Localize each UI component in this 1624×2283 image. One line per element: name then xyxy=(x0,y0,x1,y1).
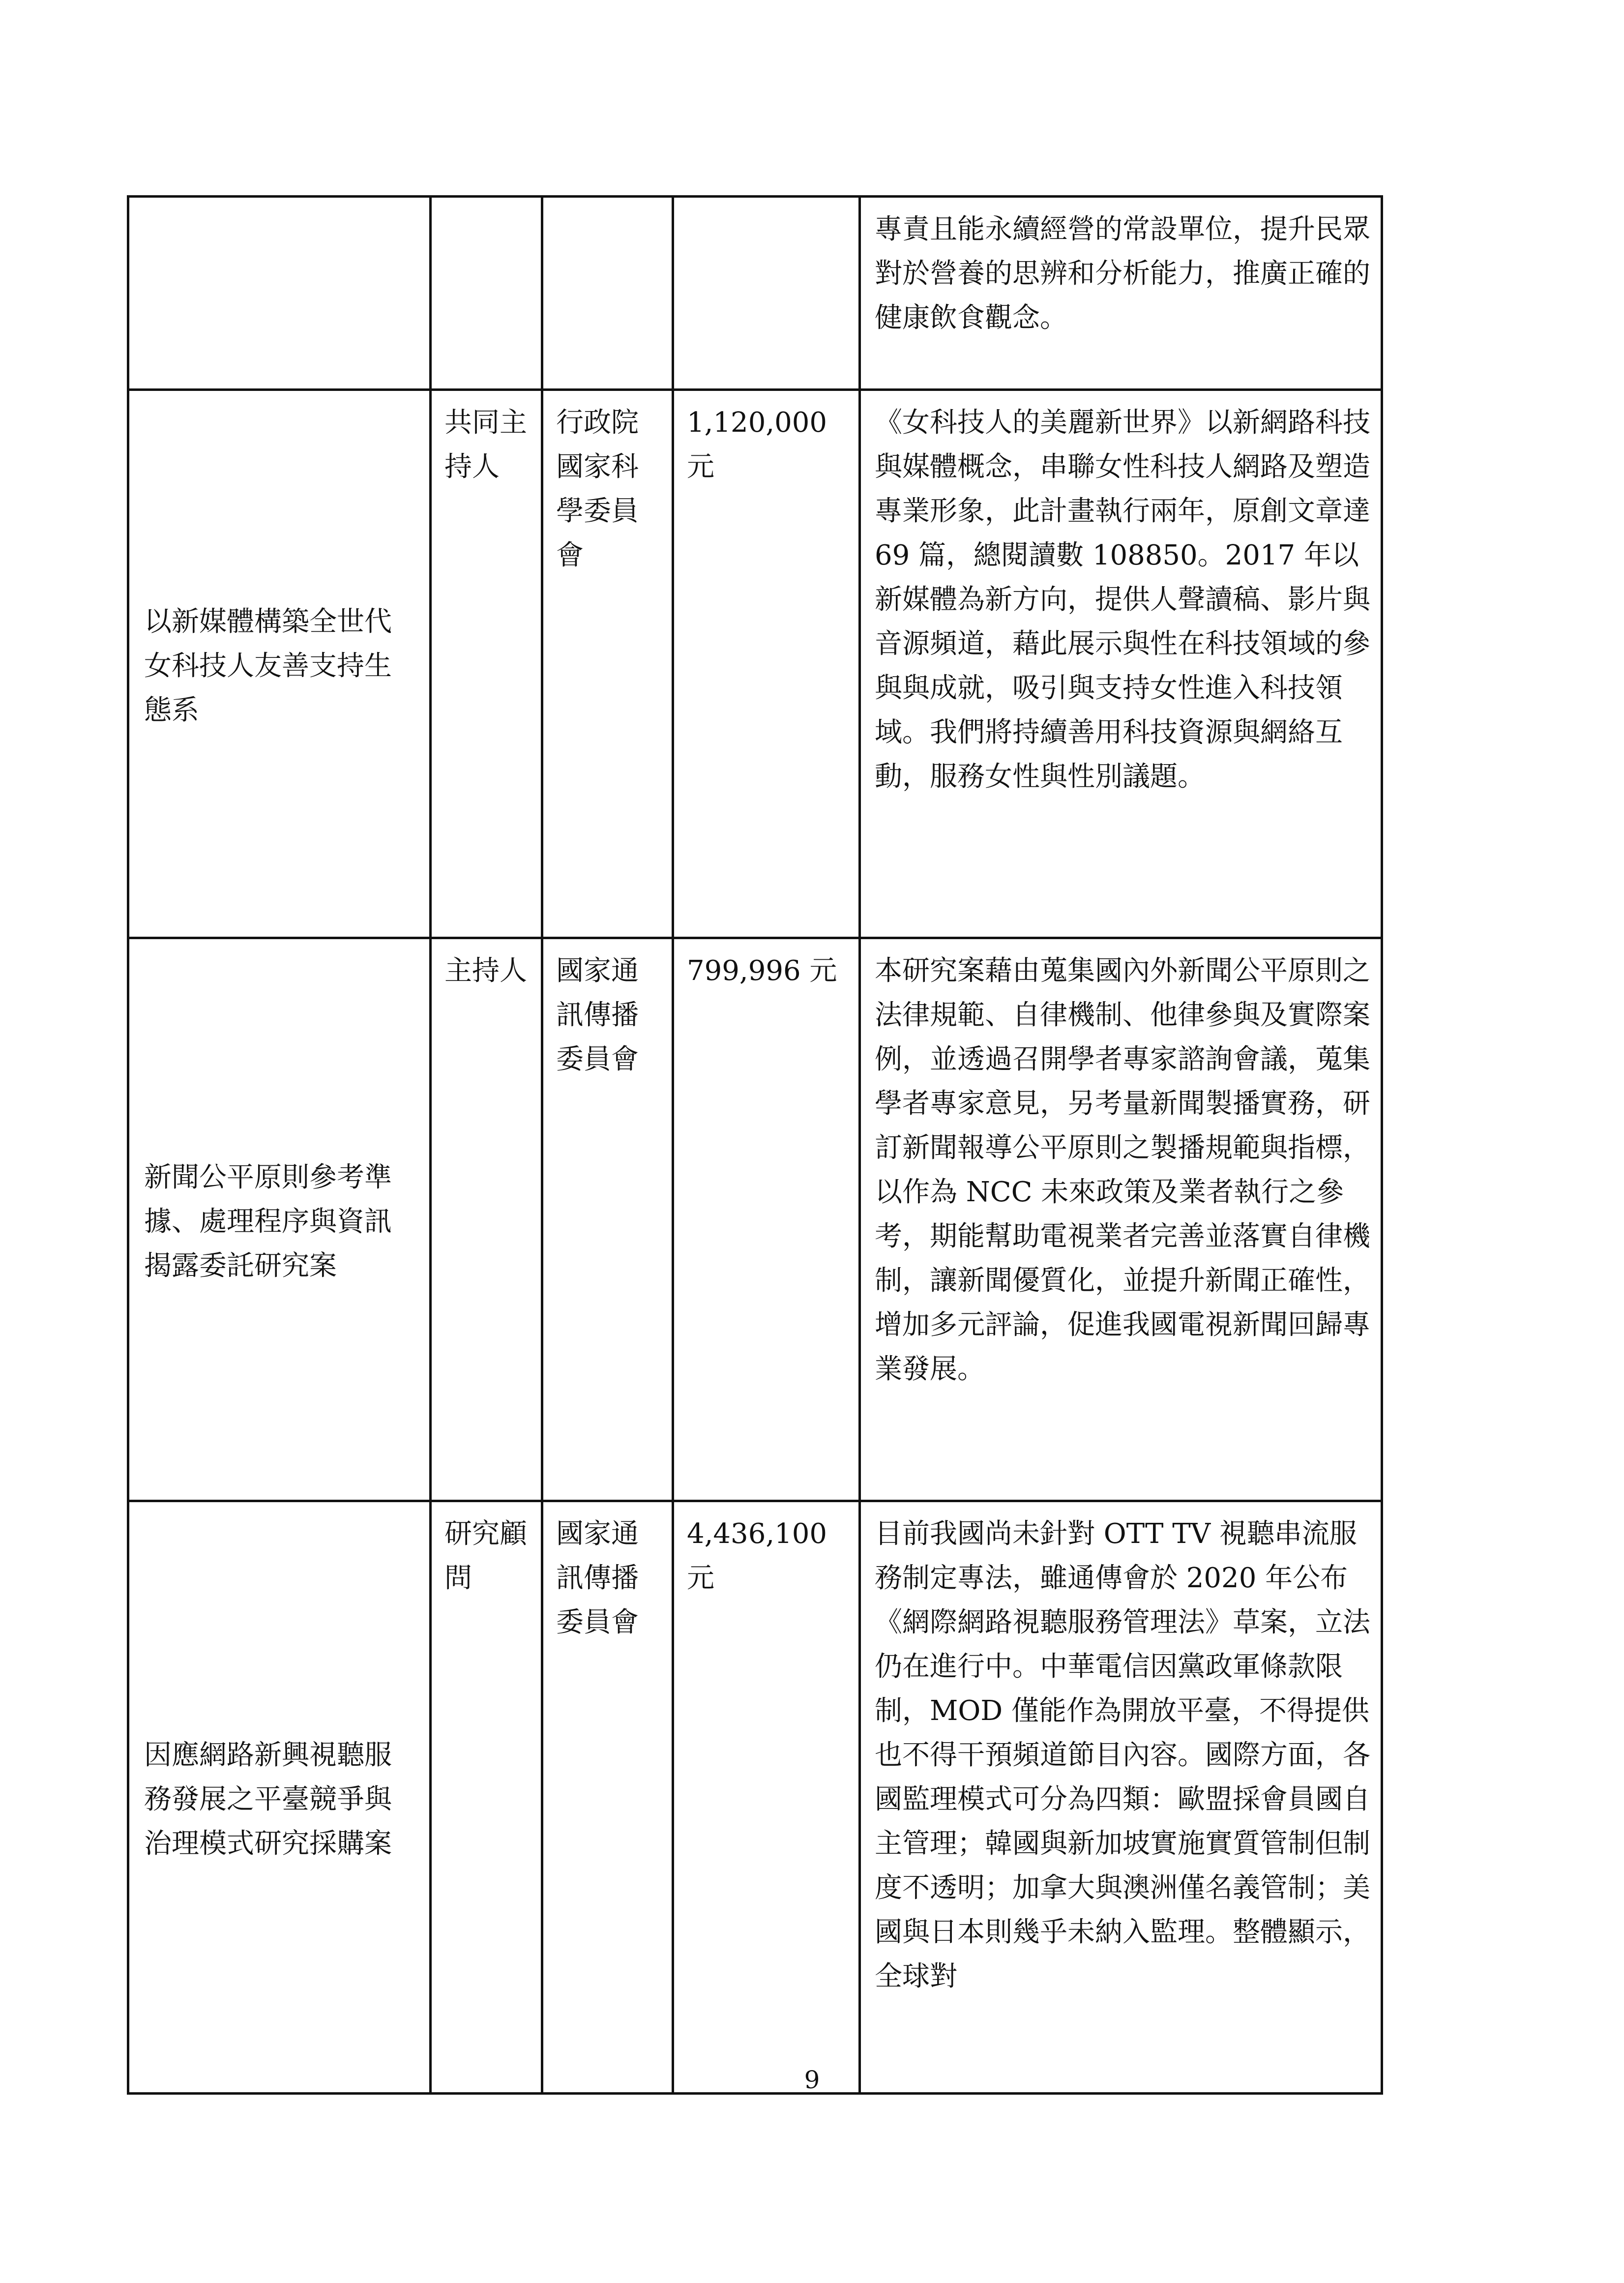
project-agency xyxy=(542,197,673,390)
project-description: 《女科技人的美麗新世界》以新網路科技與媒體概念，串聯女性科技人網路及塑造專業形象，此計畫執行兩年，原創文章達 69 篇，總閱讀數 108850。2017 年以新媒體為新方向，提供人聲讀稿、影片與音源頻道，藉此展示與性在科技領域的參與與成就，吸引與支持女性進入科技領域。我們將持續善用科技資源與網絡互動，服務女性與性別議題。 xyxy=(860,390,1382,938)
table-row xyxy=(128,390,1382,938)
projects-table xyxy=(127,195,1383,2095)
project-description: 專責且能永續經營的常設單位，提升民眾對於營養的思辨和分析能力，推廣正確的健康飲食觀念。 xyxy=(860,197,1382,390)
table-row xyxy=(128,197,1382,390)
project-role: 研究顧問 xyxy=(431,1501,542,2094)
project-amount: 799,996 元 xyxy=(673,938,860,1501)
project-agency: 行政院國家科學委員會 xyxy=(542,390,673,938)
project-agency: 國家通訊傳播委員會 xyxy=(542,938,673,1501)
research-projects-table xyxy=(127,195,1381,2095)
table-row xyxy=(128,1501,1382,2094)
project-role: 共同主持人 xyxy=(431,390,542,938)
project-amount: 4,436,100元 xyxy=(673,1501,860,2094)
project-title: 以新媒體構築全世代女科技人友善支持生態系 xyxy=(128,390,431,938)
project-amount: 1,120,000元 xyxy=(673,390,860,938)
project-role xyxy=(431,197,542,390)
project-title: 新聞公平原則參考準據、處理程序與資訊揭露委託研究案 xyxy=(128,938,431,1501)
project-description: 本研究案藉由蒐集國內外新聞公平原則之法律規範、自律機制、他律參與及實際案例，並透過召開學者專家諮詢會議，蒐集學者專家意見，另考量新聞製播實務，研訂新聞報導公平原則之製播規範與指標，以作為 NCC 未來政策及業者執行之參考，期能幫助電視業者完善並落實自律機制，讓新聞優質化，並提升新聞正確性，增加多元評論，促進我國電視新聞回歸專業發展。 xyxy=(860,938,1382,1501)
project-description: 目前我國尚未針對 OTT TV 視聽串流服務制定專法，雖通傳會於 2020 年公布《網際網路視聽服務管理法》草案，立法仍在進行中。中華電信因黨政軍條款限制，MOD 僅能作為開放平臺，不得提供也不得干預頻道節目內容。國際方面，各國監理模式可分為四類：歐盟採會員國自主管理；韓國與新加坡實施實質管制但制度不透明；加拿大與澳洲僅名義管制；美國與日本則幾乎未納入監理。整體顯示，全球對 xyxy=(860,1501,1382,2094)
project-title xyxy=(128,197,431,390)
project-agency: 國家通訊傳播委員會 xyxy=(542,1501,673,2094)
table-row xyxy=(128,938,1382,1501)
project-role: 主持人 xyxy=(431,938,542,1501)
project-title: 因應網路新興視聽服務發展之平臺競爭與治理模式研究採購案 xyxy=(128,1501,431,2094)
page-number: 9 xyxy=(804,2066,820,2094)
project-amount xyxy=(673,197,860,390)
